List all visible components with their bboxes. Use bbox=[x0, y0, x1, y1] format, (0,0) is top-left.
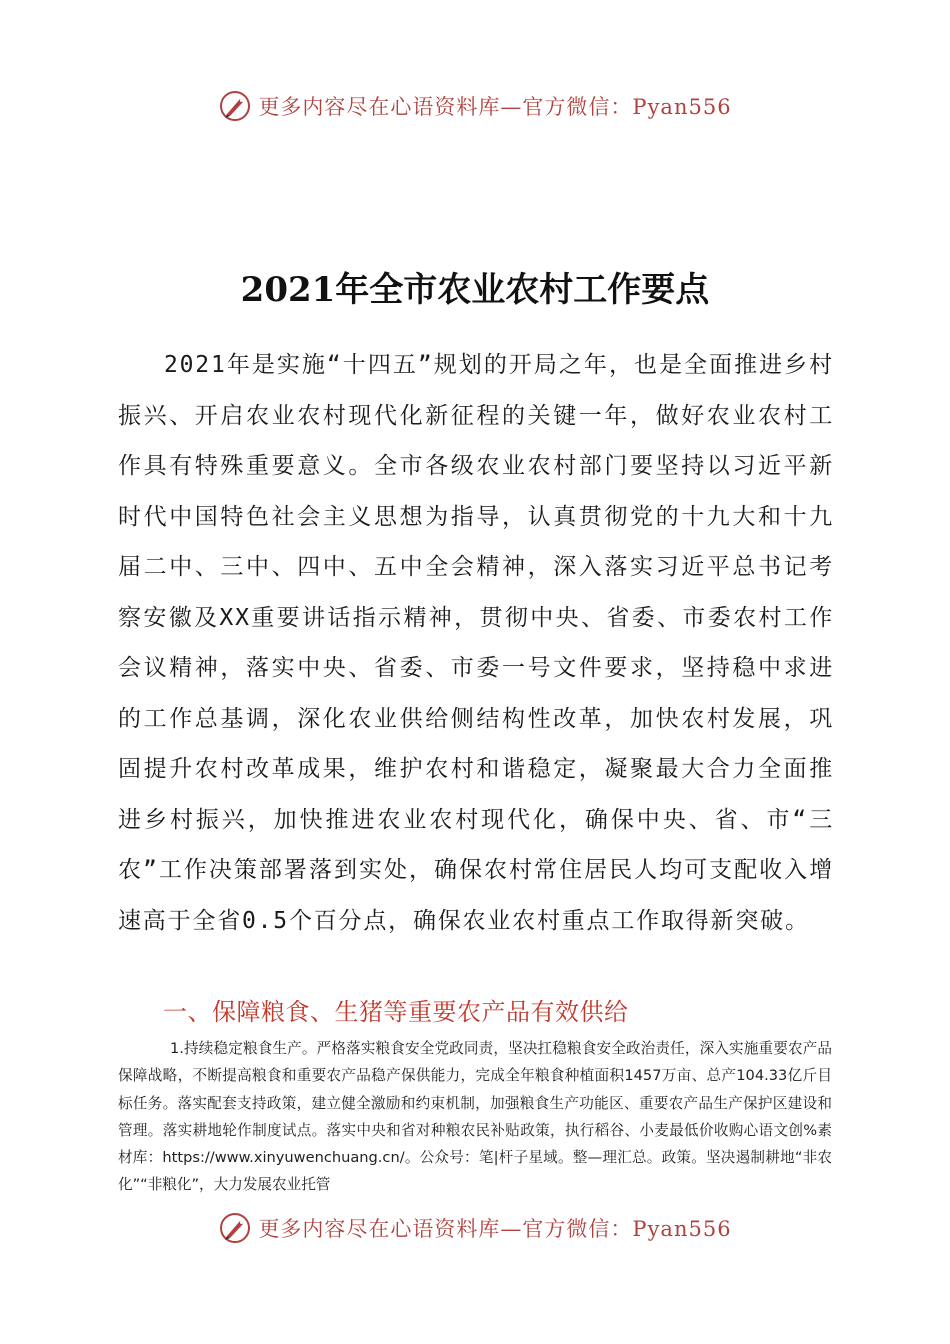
footer-banner bbox=[0, 1208, 950, 1248]
intro-paragraph: 2021年是实施“十四五”规划的开局之年，也是全面推进乡村振兴、开启农业农村现代化新征程的关键一年，做好农业农村工作具有特殊重要意义。全市各级农业农村部门要坚持以习近平新时代中国特色社会主义思想为指导，认真贯彻党的十九大和十九届二中、三中、四中、五中全会精神，深入落实习近平总书记考察安徽及XX重要讲话指示精神，贯彻中央、省委、市委农村工作会议精神，落实中央、省委、市委一号文件要求，坚持稳中求进的工作总基调，深化农业供给侧结构性改革，加快农村发展，巩固提升农村改革成果，维护农村和谐稳定，凝聚最大合力全面推进乡村振兴，加快推进农业农村现代化，确保中央、省、市“三农”工作决策部署落到实处，确保农村常住居民人均可支配收入增速高于全省0.5个百分点，确保农业农村重点工作取得新突破。 bbox=[118, 352, 834, 934]
pen-logo-icon bbox=[218, 1211, 252, 1245]
banner-text: 更多内容尽在心语资料库—官方微信：Pyan556 bbox=[258, 1217, 732, 1241]
pen-logo-icon bbox=[218, 89, 252, 123]
section-item-paragraph: 1.持续稳定粮食生产。严格落实粮食安全党政同责，坚决扛稳粮食安全政治责任，深入实施重要农产品保障战略，不断提高粮食和重要农产品稳产保供能力，完成全年粮食种植面积1457万亩、总产104.33亿斤目标任务。落实配套支持政策，建立健全激励和约束机制，加强粮食生产功能区、重要农产品生产保护区建设和管理。落实耕地轮作制度试点。落实中央和省对种粮农民补贴政策，执行稻谷、小麦最低价收购心语文创%素材库：https://www.xinyuwenchuang.cn/。公众号：笔|杆子星域。整—理汇总。政策。坚决遏制耕地“非农化”“非粮化”，大力发展农业托管 bbox=[118, 1040, 832, 1194]
header-banner bbox=[0, 86, 950, 126]
section-heading: 一、保障粮食、生猪等重要农产品有效供给 bbox=[163, 998, 629, 1026]
banner-text: 更多内容尽在心语资料库—官方微信：Pyan556 bbox=[258, 95, 732, 119]
document-title: 2021年全市农业农村工作要点 bbox=[240, 270, 710, 310]
